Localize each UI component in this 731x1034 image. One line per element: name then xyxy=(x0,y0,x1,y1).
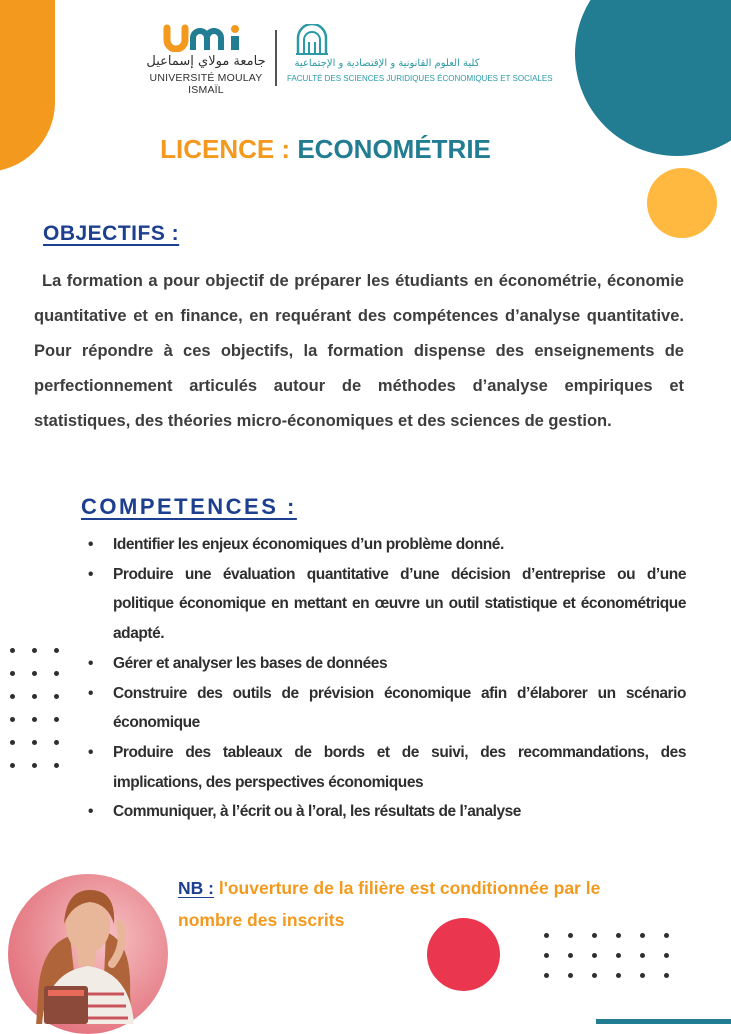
nb-note xyxy=(178,872,648,936)
yellow-circle-decoration xyxy=(647,168,717,238)
teal-bottom-bar xyxy=(596,1019,731,1024)
university-name-french: UNIVERSITÉ MOULAY ISMAÏL xyxy=(149,72,263,96)
bullet-icon: • xyxy=(88,654,93,672)
dot xyxy=(54,740,59,745)
competence-text: Identifier les enjeux économiques d’un problème donné. xyxy=(113,536,504,553)
dot xyxy=(544,973,549,978)
faculty-name-french: FACULTÉ DES SCIENCES JURIDIQUES ÉCONOMIQUES ET SOCIALES xyxy=(287,74,553,83)
dot xyxy=(54,671,59,676)
competence-item xyxy=(86,738,686,797)
dot xyxy=(10,648,15,653)
dot xyxy=(568,953,573,958)
dot xyxy=(544,953,549,958)
dot xyxy=(592,973,597,978)
objectifs-paragraph: La formation a pour objectif de préparer les étudiants en économétrie, économie quantitative et en finance, en requérant des compétences d’analyse quantitative. Pour répondre à ces objectifs, la formation dispense des enseignements de perfectionnement articulés autour de méthodes d’analyse empiriques et statistiques, des théories micro-économiques et des sciences de gestion. xyxy=(34,272,684,430)
objectifs-heading: OBJECTIFS : xyxy=(43,222,180,245)
bullet-icon: • xyxy=(88,565,93,583)
dot xyxy=(32,671,37,676)
dot xyxy=(32,648,37,653)
competence-text: Produire des tableaux de bords et de suivi, des recommandations, des implications, des perspectives économiques xyxy=(113,743,686,791)
competence-item xyxy=(86,679,686,738)
faculty-emblem-icon xyxy=(294,24,330,56)
bullet-icon: • xyxy=(88,536,93,553)
title-prefix: LICENCE : xyxy=(160,134,291,164)
competence-item xyxy=(86,649,686,679)
competence-text: Communiquer, à l’écrit ou à l’oral, les résultats de l’analyse xyxy=(113,803,521,821)
competence-item xyxy=(86,530,686,560)
dot xyxy=(664,953,669,958)
competences-heading: COMPETENCES : xyxy=(81,494,297,519)
faculty-name-arabic: كلية العلوم القانونية و الإقتصادية و الإجتماعية xyxy=(294,58,480,69)
university-name-arabic: جامعة مولاي إسماعيل xyxy=(146,54,266,69)
dot xyxy=(10,763,15,768)
logo-divider xyxy=(275,30,277,86)
dot xyxy=(10,671,15,676)
student-photo xyxy=(8,874,168,1024)
dot xyxy=(592,953,597,958)
dot xyxy=(568,973,573,978)
dot xyxy=(54,648,59,653)
dot xyxy=(32,740,37,745)
bullet-icon: • xyxy=(88,684,93,702)
competence-text: Gérer et analyser les bases de données xyxy=(113,654,388,672)
dot xyxy=(616,953,621,958)
dot xyxy=(10,694,15,699)
dot xyxy=(664,973,669,978)
nb-label: NB : xyxy=(178,878,214,898)
competence-text: Construire des outils de prévision économique afin d’élaborer un scénario économique xyxy=(113,684,686,732)
bullet-icon: • xyxy=(88,743,93,761)
teal-circle-decoration xyxy=(575,0,731,156)
title-main: ECONOMÉTRIE xyxy=(297,134,491,164)
dot xyxy=(664,933,669,938)
dot xyxy=(10,740,15,745)
university-logo xyxy=(145,24,267,96)
competence-item xyxy=(86,560,686,649)
dot xyxy=(54,717,59,722)
dot xyxy=(54,763,59,768)
dot xyxy=(616,973,621,978)
dot xyxy=(32,717,37,722)
nb-text: l'ouverture de la filière est conditionnée par le nombre des inscrits xyxy=(178,878,601,930)
dot xyxy=(32,763,37,768)
competences-list xyxy=(86,530,686,827)
dot xyxy=(640,953,645,958)
competence-text: Produire une évaluation quantitative d’une décision d’entreprise ou d’une politique économique en mettant en œuvre un outil statistique et économétrique adapté. xyxy=(113,565,686,643)
faculty-logo xyxy=(287,24,553,88)
dot xyxy=(640,973,645,978)
competence-item xyxy=(86,797,686,827)
umi-logo-icon xyxy=(163,24,253,52)
bullet-icon: • xyxy=(88,803,93,821)
page-title xyxy=(0,134,651,165)
dot xyxy=(54,694,59,699)
dot xyxy=(10,717,15,722)
dot xyxy=(32,694,37,699)
